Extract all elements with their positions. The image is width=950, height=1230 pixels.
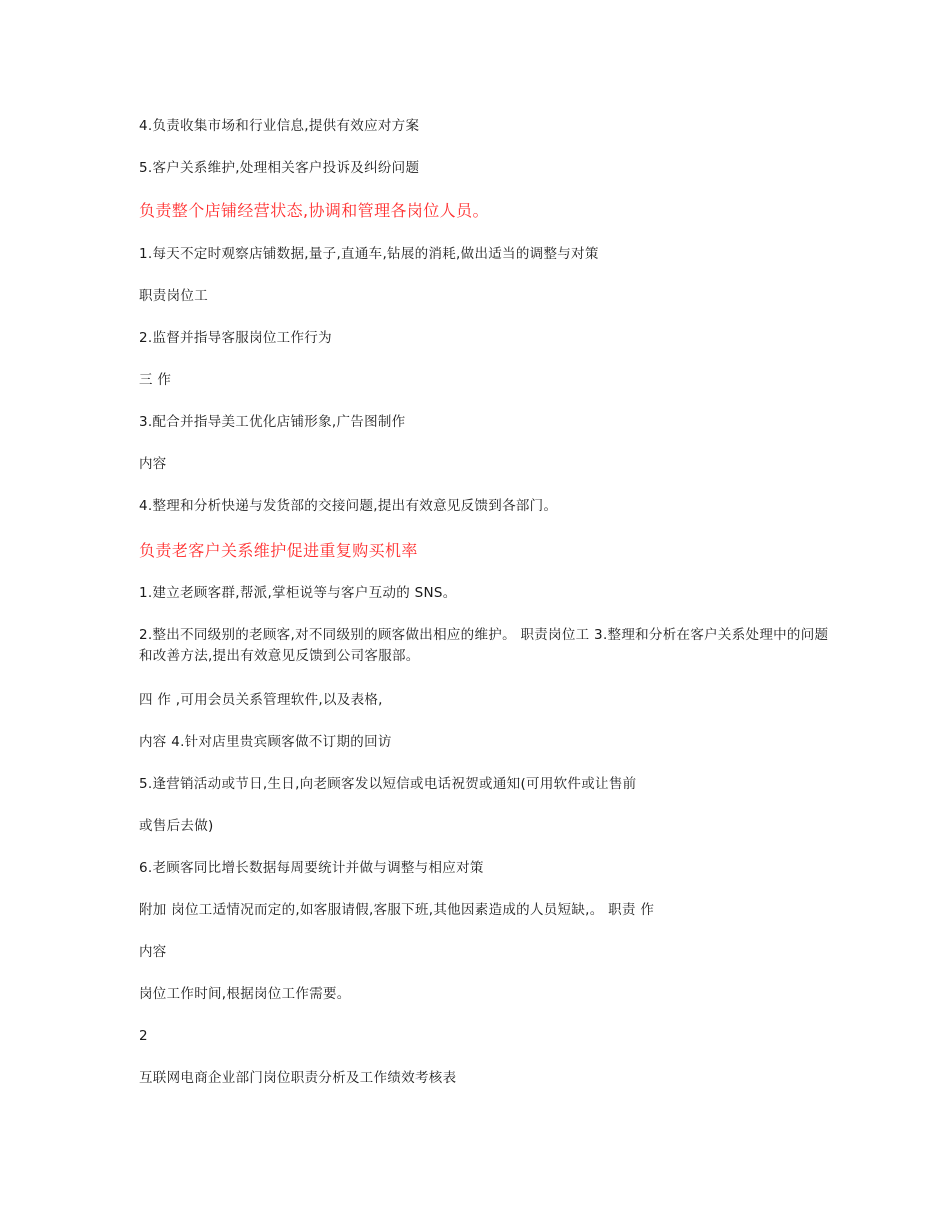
text-line-label-content-2: 内容 <box>139 944 167 960</box>
text-line-label-three: 三 作 <box>139 372 172 388</box>
text-line-responsibility-5: 5.客户关系维护,处理相关客户投诉及纠纷问题 <box>139 160 420 176</box>
section-heading-customer-retention: 负责老客户关系维护促进重复购买机率 <box>139 541 418 560</box>
section-heading-store-operations: 负责整个店铺经营状态,协调和管理各岗位人员。 <box>139 201 489 220</box>
text-line-store-duty-3: 3.配合并指导美工优化店铺形象,广告图制作 <box>139 414 406 430</box>
text-line-retention-duty-4: 内容 4.针对店里贵宾顾客做不订期的回访 <box>139 734 392 750</box>
text-line-retention-duty-5-cont: 或售后去做) <box>139 818 214 834</box>
text-line-store-duty-4: 4.整理和分析快递与发货部的交接问题,提出有效意见反馈到各部门。 <box>139 498 558 514</box>
text-line-retention-duty-5: 5.逢营销活动或节日,生日,向老顾客发以短信或电话祝贺或通知(可用软件或让售前 <box>139 776 637 792</box>
text-line-additional-duty: 附加 岗位工适情况而定的,如客服请假,客服下班,其他因素造成的人员短缺,。 职责 作 <box>139 902 655 918</box>
text-line-responsibility-4: 4.负责收集市场和行业信息,提供有效应对方案 <box>139 118 420 134</box>
page-number: 2 <box>139 1028 148 1044</box>
text-line-work-hours: 岗位工作时间,根据岗位工作需要。 <box>139 986 351 1002</box>
document-title: 互联网电商企业部门岗位职责分析及工作绩效考核表 <box>139 1070 457 1086</box>
text-line-retention-duty-6: 6.老顾客同比增长数据每周要统计并做与调整与相应对策 <box>139 860 484 876</box>
text-line-store-duty-1: 1.每天不定时观察店铺数据,量子,直通车,钻展的消耗,做出适当的调整与对策 <box>139 246 599 262</box>
text-line-retention-duty-1: 1.建立老顾客群,帮派,掌柜说等与客户互动的 SNS。 <box>139 585 457 601</box>
text-line-label-four: 四 作 ,可用会员关系管理软件,以及表格, <box>139 692 383 708</box>
text-line-retention-duty-2: 2.整出不同级别的老顾客,对不同级别的顾客做出相应的维护。 职责岗位工 3.整理和分析在客户关系处理中的问题和改善方法,提出有效意见反馈到公司客服部。 <box>139 627 829 664</box>
text-line-label-content: 内容 <box>139 456 167 472</box>
text-line-label-duty: 职责岗位工 <box>139 288 208 304</box>
text-line-store-duty-2: 2.监督并指导客服岗位工作行为 <box>139 330 332 346</box>
